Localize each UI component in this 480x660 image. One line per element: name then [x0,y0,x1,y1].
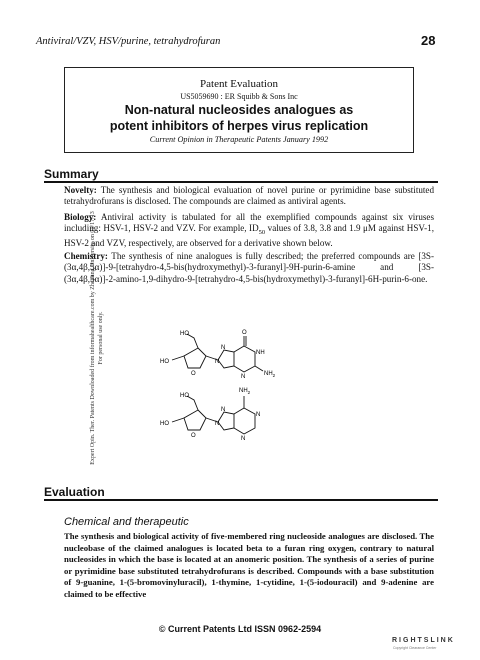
s2-n9: N [215,421,220,427]
s1-n3: N [241,374,246,380]
source-citation: Current Opinion in Therapeutic Patents January 1992 [149,135,329,144]
evaluation-heading: Evaluation [44,485,105,499]
biology-label: Biology: [64,212,97,222]
s2-nh2: $NH_2$ [239,388,251,395]
s1-n9: N [215,359,220,365]
article-title-line1: Non-natural nucleosides analogues as [124,103,354,117]
rightslink-logo-sub: Copyright Clearance Center [393,646,437,650]
summary-rule [44,181,438,183]
page-number: 28 [421,33,436,48]
novelty-label: Novelty: [64,185,97,195]
s2-ho-top: HO [180,393,189,399]
chemistry-text: The synthesis of nine analogues is fully described; the preferred compounds are [3S-(3α,4β,5α)]-9-[tetrahydro-4,5-bis(hydroxymethyl)-3-furanyl]-9H-purin-6-amine and [3S-(3α,4β,5α)]-2-amino-1,9-dihydro-9-[tetrahydro-4,5-bis(hydroxymethyl)-3-furanyl]-6H-purin-6-one. [64,251,434,284]
download-notice-line1: Expert Opin. Ther. Patents Downloaded from informahealthcare.com by Zhejiang University on 01/17/13 [90,211,96,465]
evaluation-rule [44,499,438,501]
s1-ring-o: O [191,371,196,377]
article-title-line2: potent inhibitors of herpes virus replication [109,119,369,133]
s2-n3: N [241,436,246,442]
s2-ho-left: HO [160,421,169,427]
chemistry-label: Chemistry: [64,251,108,261]
s1-ho-left: HO [160,359,169,365]
evaluation-subheading: Chemical and therapeutic [64,516,189,528]
s1-nh2: $NH_2$ [264,371,276,378]
biology-text-2: values of 3.8, 3.8 and 1.9 μM against HSV-1, HSV-2 and VZV, respectively, are observed for a derivative shown below. [64,223,434,249]
s1-n7: N [221,345,226,351]
biology-text-1: Antiviral activity is tabulated for all the exemplified compounds against six viruses including: HSV-1, HSV-2 and VZV. For example, ID [64,212,434,234]
summary-heading: Summary [44,167,99,181]
s1-carbonyl-o: O [242,330,247,336]
novelty-paragraph [64,185,434,208]
download-notice-line2: For personal use only. [98,311,104,365]
running-head: Antiviral/VZV, HSV/purine, tetrahydrofuran [36,36,221,47]
s1-nh: NH [256,350,265,356]
structure-adenine-analogue [160,380,360,450]
biology-subscript: 50 [258,229,266,237]
novelty-text: The synthesis and biological evaluation of novel purine or pyrimidine base substituted tetrahydrofurans is disclosed. The compounds are claimed as antiviral agents. [64,185,434,207]
s2-n7: N [221,407,226,413]
s2-n1: N [256,412,261,418]
copyright-footer: © Current Patents Ltd ISSN 0962-2594 [158,624,322,634]
evaluation-text: The synthesis and biological activity of five-membered ring nucleoside analogues are disclosed. The nucleobase of the claimed analogues is located beta to a furan ring oxygen, contrary to natural nucleosides in which the base is located at an anomeric position. The synthesis of a series of purine or pyrimidine base substituted tetrahydrofurans is described. Compounds with a base substitution of 9-guanine, 1-(5-bromovinyluracil), 1-thymine, 1-cytidine, 1-(5-iodouracil) and 9-adenine are claimed to be effective [64,531,434,599]
biology-paragraph [64,212,434,250]
patent-number: US5059690 : ER Squibb & Sons Inc [180,92,298,101]
title-box [64,67,414,153]
chemistry-paragraph [64,251,434,285]
s1-ho-top: HO [180,331,189,337]
rightslink-logo[interactable]: RIGHTSLINK [392,637,455,644]
patent-evaluation-kicker: Patent Evaluation [200,78,278,90]
s2-ring-o: O [191,433,196,439]
